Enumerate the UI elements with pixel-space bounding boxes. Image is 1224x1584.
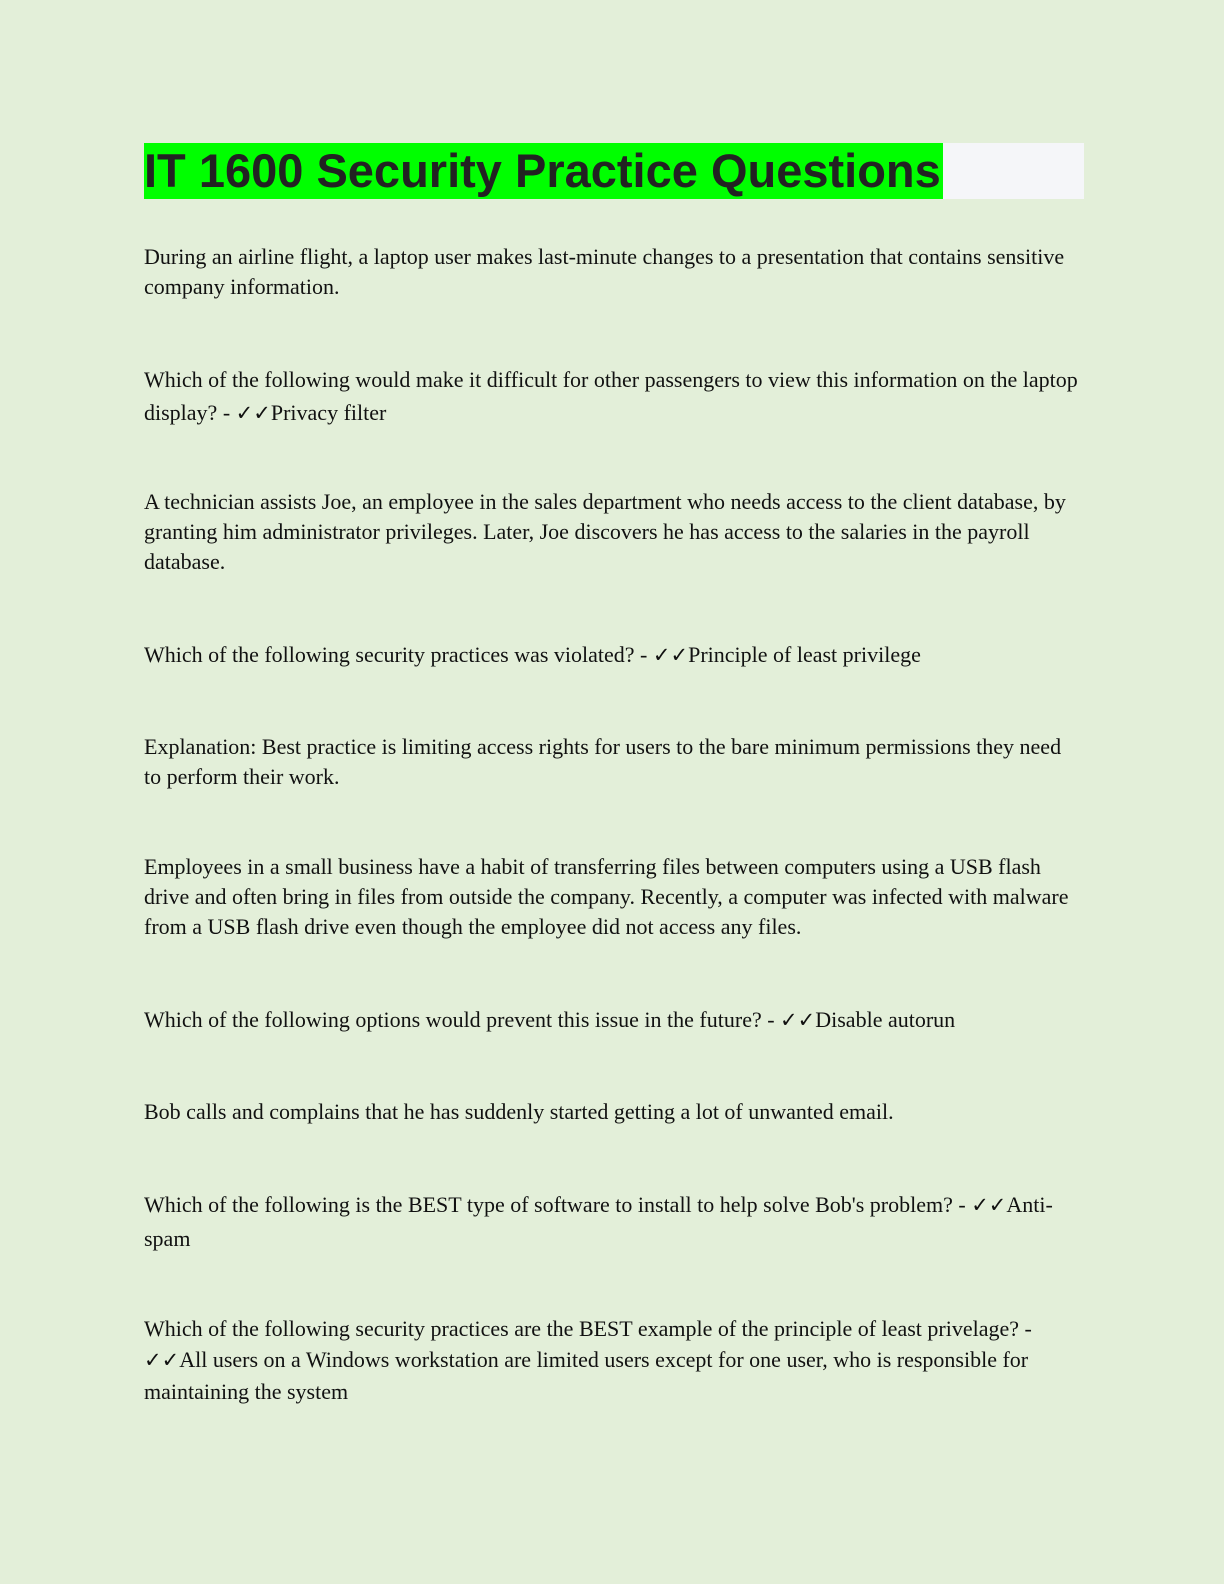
answer-text: Disable autorun [815,1007,956,1032]
paragraph-text: Explanation: Best practice is limiting access rights for users to the bare minimum permissions they need to perform their work. [144,734,1062,789]
question-disable-autorun [144,1005,1079,1035]
paragraph-airline-scenario [144,242,1079,302]
question-least-privilege-example [144,1313,1079,1407]
page-title: IT 1600 Security Practice Questions [144,144,941,197]
question-text: Which of the following security practices are the BEST example of the principle of least privelage? - [144,1316,1032,1341]
check-mark-icon: ✓✓ [652,643,689,667]
paragraph-usb-scenario [144,852,1079,942]
paragraph-text: Bob calls and complains that he has suddenly started getting a lot of unwanted email. [144,1099,894,1124]
question-least-privilege [144,640,1079,670]
check-mark-icon: ✓✓ [780,1008,816,1032]
answer-text: Privacy filter [270,400,387,425]
check-mark-icon: ✓✓ [971,1193,1007,1217]
answer-text: Principle of least privilege [688,642,921,667]
title-banner [144,143,1084,199]
question-anti-spam [144,1188,1079,1255]
answer-text: All users on a Windows workstation are limited users except for one user, who is responsible for maintaining the system [144,1347,1029,1404]
paragraph-text: During an airline flight, a laptop user makes last-minute changes to a presentation that contains sensitive company information. [144,244,1065,299]
answer-text: Anti-spam [144,1192,1053,1251]
paragraph-bob-scenario [144,1097,1079,1127]
paragraph-explanation [144,732,1079,792]
paragraph-text: Employees in a small business have a habit of transferring files between computers using a USB flash drive and often bring in files from outside the company. Recently, a computer was infected with malware from a USB flash drive even though the employee did not access any files. [144,854,1069,939]
paragraph-text: A technician assists Joe, an employee in the sales department who needs access to the client database, by granting him administrator privileges. Later, Joe discovers he has access to the salaries in the payroll database. [144,489,1066,574]
paragraph-joe-scenario [144,487,1079,577]
check-mark-icon: ✓✓ [235,401,271,425]
question-text: Which of the following security practices was violated? - [144,642,653,667]
question-text: Which of the following options would prevent this issue in the future? - [144,1007,781,1032]
question-text: Which of the following is the BEST type of software to install to help solve Bob's problem? - [144,1192,972,1217]
question-privacy-filter [144,363,1079,430]
question-text: Which of the following would make it difficult for other passengers to view this information on the laptop display? - [144,367,1078,425]
check-mark-icon: ✓✓ [144,1348,180,1372]
